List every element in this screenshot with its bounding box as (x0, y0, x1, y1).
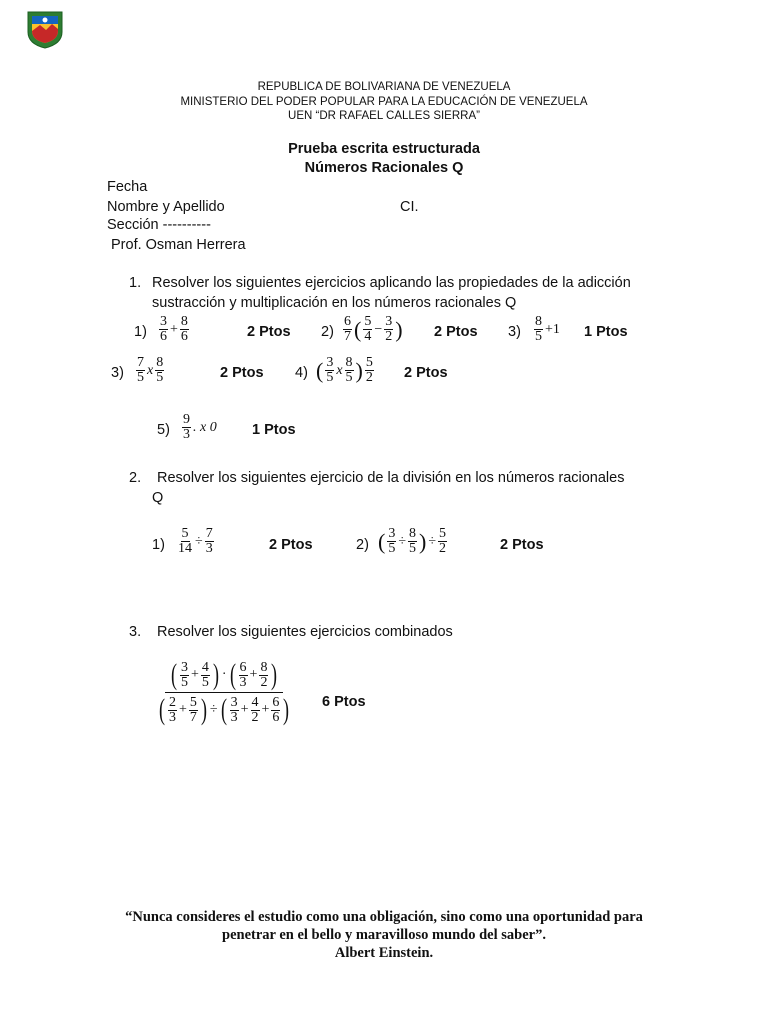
q1-ex2-expression: $\frac{6}{7}$ ( $\frac{5}{4}$ − $\frac{3}{2}$ ) (344, 314, 403, 344)
fraction: $\frac{3}{6}$ (160, 314, 167, 344)
q1-ex2-points: 2 Ptos (434, 324, 478, 340)
q1-number: 1. (129, 275, 142, 291)
q1-ex5-points: 2 Ptos (404, 365, 448, 381)
q2-ex1-label: 1) (152, 537, 165, 553)
q1-ex4-label: 3) (111, 365, 124, 381)
q1-ex3-expression: $\frac{8}{5}$ +1 (535, 314, 560, 344)
fraction: $\frac{7}{3}$ (205, 526, 213, 556)
q1-ex1-expression: $\frac{3}{6}$ + $\frac{8}{6}$ (160, 314, 188, 344)
q1-ex4-expression: $\frac{7}{5}$ x $\frac{8}{5}$ (137, 355, 164, 385)
q3-number: 3. (129, 624, 142, 640)
fraction: $\frac{5}{14}$ (178, 526, 192, 556)
q1-ex3-points: 1 Ptos (584, 324, 628, 340)
q1-ex1-points: 2 Ptos (247, 324, 291, 340)
q2-ex1-points: 2 Ptos (269, 537, 313, 553)
field-ci: CI. (400, 199, 419, 215)
quote-line-1: “Nunca consideres el estudio como una obligación, sino como una oportunidad para (125, 909, 643, 925)
q3-combined-expression (153, 660, 295, 725)
fraction: $\frac{8}{5}$ (156, 355, 164, 385)
fraction: $\frac{2}{3}$ (169, 694, 176, 725)
q2-text-line-1: Resolver los siguientes ejercicio de la división en los números racionales (157, 470, 625, 486)
fraction: $\frac{5}{4}$ (364, 314, 372, 344)
fraction: $\frac{6}{6}$ (272, 694, 280, 725)
q3-numerator: ( $\frac{3}{5}$ + $\frac{4}{5}$ ) · ( $\frac{6}{3}$ + $\frac{8}{2}$ ) (165, 660, 283, 693)
fraction: $\frac{5}{2}$ (439, 526, 447, 556)
field-fecha: Fecha (107, 179, 148, 195)
fraction: $\frac{8}{5}$ (409, 526, 417, 556)
fraction: $\frac{3}{2}$ (385, 314, 393, 344)
q3-denominator: ( $\frac{2}{3}$ + $\frac{5}{7}$ ) ÷ ( $\frac{3}{3}$ + $\frac{4}{2}$ + $\frac{6}{6}$ ) (159, 693, 290, 726)
fraction: $\frac{8}{5}$ (345, 355, 353, 385)
field-prof: Prof. Osman Herrera (111, 237, 246, 253)
fraction: $\frac{8}{2}$ (260, 659, 268, 690)
q2-number: 2. (129, 470, 142, 486)
fraction: $\frac{3}{3}$ (230, 694, 238, 725)
q1-ex6-expression: $\frac{9}{3}$ . x 0 (183, 412, 217, 442)
fraction: $\frac{9}{3}$ (183, 412, 190, 442)
q2-ex1-expression: $\frac{5}{14}$ ÷ $\frac{7}{3}$ (178, 526, 213, 556)
fraction: $\frac{5}{7}$ (189, 694, 197, 725)
q3-text: Resolver los siguientes ejercicios combinados (157, 624, 453, 640)
q1-text-line-2: sustracción y multiplicación en los números racionales Q (152, 295, 517, 311)
fraction: $\frac{6}{7}$ (344, 314, 351, 344)
q1-ex3-label: 3) (508, 324, 521, 340)
exam-title: Prueba escrita estructurada (288, 141, 480, 157)
field-nombre: Nombre y Apellido (107, 199, 225, 215)
exam-subtitle: Números Racionales Q (304, 160, 464, 176)
q1-ex2-label: 2) (321, 324, 334, 340)
header-line-3: UEN “DR RAFAEL CALLES SIERRA” (288, 110, 480, 122)
fraction: $\frac{4}{2}$ (251, 694, 259, 725)
q2-ex2-points: 2 Ptos (500, 537, 544, 553)
fraction: $\frac{8}{5}$ (535, 314, 542, 344)
q1-ex5-expression: ( $\frac{3}{5}$ x $\frac{8}{5}$ ) $\frac{5}{2}$ (316, 355, 373, 385)
fraction: $\frac{8}{6}$ (180, 314, 188, 344)
header-line-2: MINISTERIO DEL PODER POPULAR PARA LA EDUCACIÓN DE VENEZUELA (180, 96, 588, 108)
q2-ex2-expression: ( $\frac{3}{5}$ ÷ $\frac{8}{5}$ ) ÷ $\frac{5}{2}$ (378, 526, 447, 556)
fraction: $\frac{4}{5}$ (201, 659, 209, 690)
q1-ex1-label: 1) (134, 324, 147, 340)
q2-ex2-label: 2) (356, 537, 369, 553)
header-line-1: REPUBLICA DE BOLIVARIANA DE VENEZUELA (257, 81, 511, 93)
school-emblem-icon (24, 8, 66, 50)
quote-line-2: penetrar en el bello y maravilloso mundo del saber”. (222, 927, 546, 943)
fraction: $\frac{6}{3}$ (239, 659, 247, 690)
q2-text-line-2: Q (152, 490, 164, 506)
fraction: $\frac{3}{5}$ (326, 355, 334, 385)
q1-ex4-points: 2 Ptos (220, 365, 264, 381)
field-seccion: Sección ---------- (107, 217, 211, 233)
q1-ex5-label: 4) (295, 365, 308, 381)
fraction: $\frac{7}{5}$ (137, 355, 144, 385)
fraction: $\frac{3}{5}$ (388, 526, 396, 556)
q1-text-line-1: Resolver los siguientes ejercicios aplicando las propiedades de la adicción (152, 275, 631, 291)
q1-ex6-label: 5) (157, 422, 170, 438)
q1-ex6-points: 1 Ptos (252, 422, 296, 438)
quote-author: Albert Einstein. (334, 945, 434, 961)
q3-points: 6 Ptos (322, 694, 366, 710)
fraction: $\frac{5}{2}$ (365, 355, 373, 385)
fraction: $\frac{3}{5}$ (180, 659, 188, 690)
